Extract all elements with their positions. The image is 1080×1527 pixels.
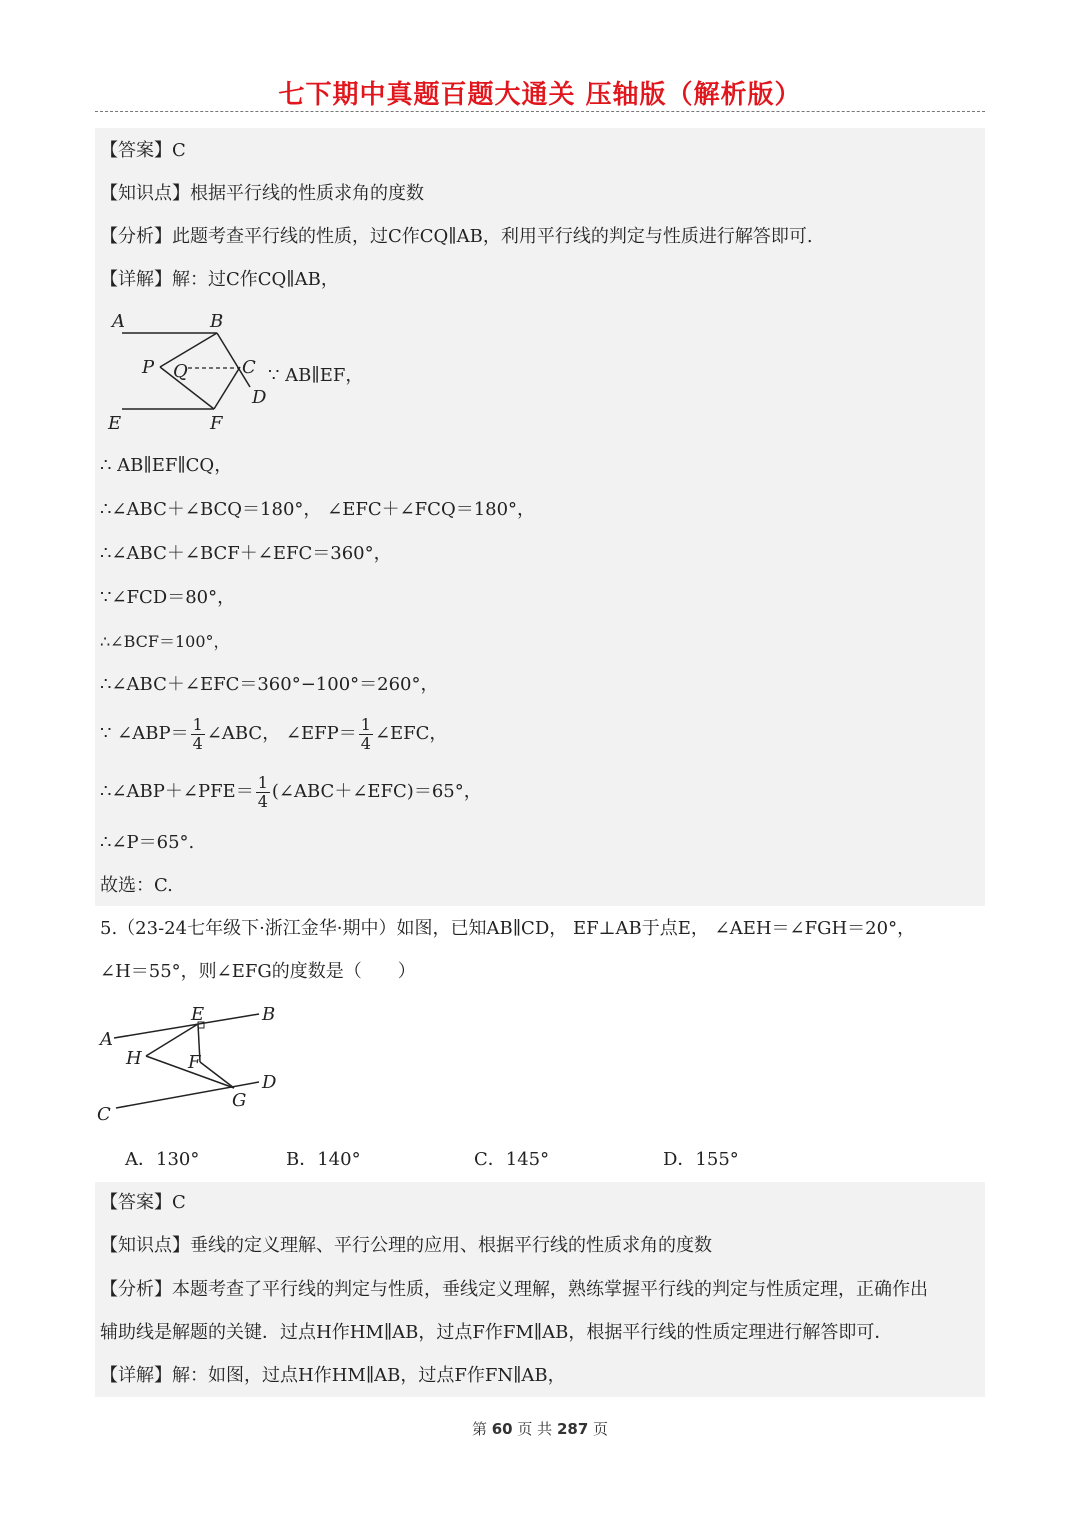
q5-label-b: B xyxy=(262,1004,276,1025)
footer-current-page: 60 xyxy=(491,1420,513,1438)
q4-frac2-den: 4 xyxy=(257,791,268,811)
title-divider xyxy=(95,111,985,112)
q5-knowledge: 【知识点】垂线的定义理解、平行公理的应用、根据平行线的性质求角的度数 xyxy=(100,1235,712,1256)
q5-label-f: F xyxy=(188,1052,201,1073)
q5-figure xyxy=(94,1000,294,1130)
q4-detail: 【详解】解：过C作CQ∥AB， xyxy=(100,269,339,290)
q4-label-b: B xyxy=(210,311,224,332)
q4-choice: 故选：C. xyxy=(100,875,173,896)
q4-frac1-c: ∠EFC， xyxy=(374,723,448,744)
q5-option-a: A．130° xyxy=(125,1149,200,1170)
q5-label-d: D xyxy=(262,1072,277,1093)
q4-step-4: ∵∠FCD＝80°， xyxy=(100,587,236,608)
q5-stem-line-2: ∠H＝55°，则∠EFG的度数是（ ） xyxy=(100,961,416,982)
q4-analysis: 【分析】此题考查平行线的性质，过C作CQ∥AB，利用平行线的判定与性质进行解答即可. xyxy=(100,226,813,247)
q4-figure xyxy=(100,305,290,435)
q5-detail: 【详解】解：如图，过点H作HM∥AB，过点F作FN∥AB， xyxy=(100,1365,566,1386)
q4-frac2-b: (∠ABC＋∠EFC)＝65°， xyxy=(271,781,482,802)
q4-frac2-fraction xyxy=(256,774,270,811)
q4-label-f: F xyxy=(210,413,223,434)
footer-prefix: 第 xyxy=(471,1420,487,1438)
q4-step-6: ∴∠ABC＋∠EFC＝360°−100°＝260°， xyxy=(100,674,439,695)
q5-label-c: C xyxy=(97,1104,111,1125)
q4-label-d: D xyxy=(252,387,267,408)
footer-suffix: 页 xyxy=(593,1420,609,1438)
q4-label-q: Q xyxy=(173,361,188,382)
q5-label-g: G xyxy=(232,1090,247,1111)
q4-frac2-num: 1 xyxy=(257,772,268,792)
page-footer xyxy=(0,1418,1080,1439)
q4-frac1-den: 4 xyxy=(192,733,203,753)
q4-frac1-num: 1 xyxy=(192,714,203,734)
q4-fraction-line-1 xyxy=(100,712,447,756)
q4-given: ∵ AB∥EF， xyxy=(268,365,364,386)
footer-middle: 页 共 xyxy=(517,1420,553,1438)
q4-label-e: E xyxy=(108,413,122,434)
q4-label-a: A xyxy=(112,311,125,332)
q5-label-a: A xyxy=(100,1029,113,1050)
q4-step-5: ∴∠BCF＝100°， xyxy=(100,632,230,651)
q4-knowledge: 【知识点】根据平行线的性质求角的度数 xyxy=(100,183,424,204)
q5-analysis-2: 辅助线是解题的关键．过点H作HM∥AB，过点F作FM∥AB，根据平行线的性质定理进行解答即可． xyxy=(100,1322,893,1343)
q5-option-c: C．145° xyxy=(474,1149,550,1170)
q4-step-1: ∴ AB∥EF∥CQ， xyxy=(100,455,233,476)
q5-label-e: E xyxy=(191,1004,205,1025)
q4-step-3: ∴∠ABC＋∠BCF＋∠EFC＝360°， xyxy=(100,543,392,564)
q5-option-b: B．140° xyxy=(286,1149,361,1170)
q4-frac2-a: ∴∠ABP＋∠PFE＝ xyxy=(100,781,254,802)
q4-frac1-fraction-2 xyxy=(359,716,373,753)
footer-total-pages: 287 xyxy=(556,1420,589,1438)
q4-frac1-fraction xyxy=(191,716,205,753)
q4-conclusion: ∴∠P＝65°. xyxy=(100,832,195,853)
q5-stem-line-1: 5.（23-24七年级下·浙江金华·期中）如图，已知AB∥CD， EF⊥AB于点E， ∠AEH＝∠FGH＝20°， xyxy=(100,918,916,939)
q5-answer: 【答案】C xyxy=(100,1192,186,1213)
q5-option-d: D．155° xyxy=(663,1149,739,1170)
q4-step-2: ∴∠ABC＋∠BCQ＝180°， ∠EFC＋∠FCQ＝180°， xyxy=(100,499,536,520)
q5-label-h: H xyxy=(126,1048,142,1069)
q5-analysis-1: 【分析】本题考查了平行线的判定与性质，垂线定义理解，熟练掌握平行线的判定与性质定理，正确作出 xyxy=(100,1279,928,1300)
q4-label-c: C xyxy=(242,357,256,378)
q4-fraction-line-2 xyxy=(100,770,482,814)
q4-answer: 【答案】C xyxy=(100,140,186,161)
q4-frac1-a: ∵ ∠ABP＝ xyxy=(100,723,189,744)
page-title: 七下期中真题百题大通关 压轴版（解析版） xyxy=(278,80,802,110)
q4-frac1-den-2: 4 xyxy=(360,733,371,753)
q4-label-p: P xyxy=(142,357,155,378)
q4-frac1-num-2: 1 xyxy=(360,714,371,734)
q4-frac1-b: ∠ABC， ∠EFP＝ xyxy=(206,723,357,744)
